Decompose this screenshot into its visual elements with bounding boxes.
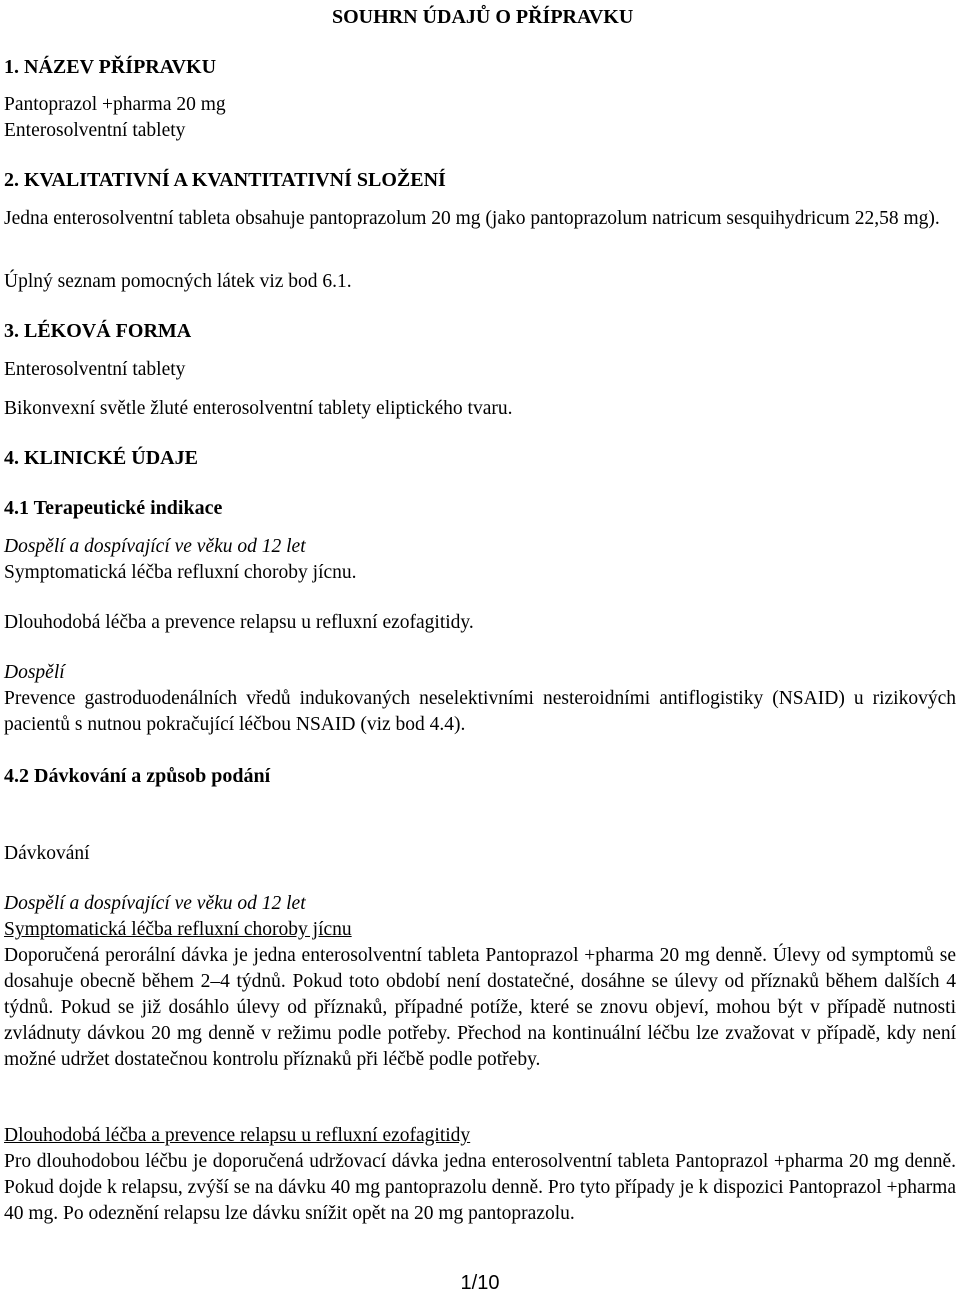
dosage-topic-1-wrap (4, 917, 956, 943)
indication-group-adults: Dospělí (4, 662, 65, 683)
product-name: Pantoprazol +pharma 20 mg (4, 94, 226, 115)
dosage-paragraph-longterm: Pro dlouhodobou léčbu je doporučená udržovací dávka jedna enterosolventní tableta Pantoprazol +pharma 20 mg denně. Pokud dojde k relapsu, zvýší se na dávku 40 mg pantoprazolu denně. Pro tyto případy je k dispozici Pantoprazol +pharma 40 mg. Po odeznění relapsu lze dávku snížit opět na 20 mg pantoprazolu. (4, 1151, 956, 1224)
section-3-heading: 3. LÉKOVÁ FORMA (4, 320, 192, 342)
section-4-1-heading: 4.1 Terapeutické indikace (4, 497, 223, 519)
dosage-subheading: Dávkování (4, 843, 90, 864)
tablet-description: Bikonvexní světle žluté enterosolventní tablety eliptického tvaru. (4, 398, 513, 419)
section-4-2-heading: 4.2 Dávkování a způsob podání (4, 765, 271, 787)
dosage-form: Enterosolventní tablety (4, 359, 186, 380)
excipients-note: Úplný seznam pomocných látek viz bod 6.1. (4, 271, 352, 292)
document-title: SOUHRN ÚDAJŮ O PŘÍPRAVKU (332, 6, 634, 28)
indication-prevention-paragraph: Prevence gastroduodenálních vředů indukovaných neselektivními nesteroidními antiflogistiky (NSAID) u rizikových pacientů s nutnou pokračující léčbou NSAID (viz bod 4.4). (4, 688, 956, 735)
indication-group-adults-adolescents: Dospělí a dospívající ve věku od 12 let (4, 536, 306, 557)
dosage-topic-2-wrap (4, 1123, 956, 1149)
dosage-paragraph-symptomatic: Doporučená perorální dávka je jedna enterosolventní tableta Pantoprazol +pharma 20 mg denně. Úlevy od symptomů se dosahuje obecně během 2–4 týdnů. Pokud toto období není dostatečné, dosáhne se úlevy od příznaků během dalších 4 týdnů. Pokud se již dosáhlo úlevy od příznaků, případné potíže, které se znovu objeví, mohou být v případě nutnosti zvládnuty dávkou 20 mg denně v režimu podle potřeby. Přechod na kontinuální léčbu lze zvažovat v případě, kdy není možné udržet dostatečnou kontrolu příznaků při léčbě podle potřeby. (4, 945, 956, 1070)
dosage-topic-longterm: Dlouhodobá léčba a prevence relapsu u refluxní ezofagitidy (4, 1125, 471, 1146)
product-form: Enterosolventní tablety (4, 120, 186, 141)
section-2-heading: 2. KVALITATIVNÍ A KVANTITATIVNÍ SLOŽENÍ (4, 169, 446, 191)
page-number: 1/10 (460, 1272, 500, 1294)
section-4-heading: 4. KLINICKÉ ÚDAJE (4, 447, 198, 469)
composition-paragraph: Jedna enterosolventní tableta obsahuje pantoprazolum 20 mg (jako pantoprazolum natricum sesquihydricum 22,58 mg). (4, 208, 940, 229)
dosage-topic-symptomatic: Symptomatická léčba refluxní choroby jícnu (4, 919, 352, 940)
indication-longterm: Dlouhodobá léčba a prevence relapsu u refluxní ezofagitidy. (4, 612, 474, 633)
section-1-heading: 1. NÁZEV PŘÍPRAVKU (4, 56, 217, 78)
dosage-group-label: Dospělí a dospívající ve věku od 12 let (4, 893, 306, 914)
indication-symptomatic: Symptomatická léčba refluxní choroby jícnu. (4, 562, 357, 583)
